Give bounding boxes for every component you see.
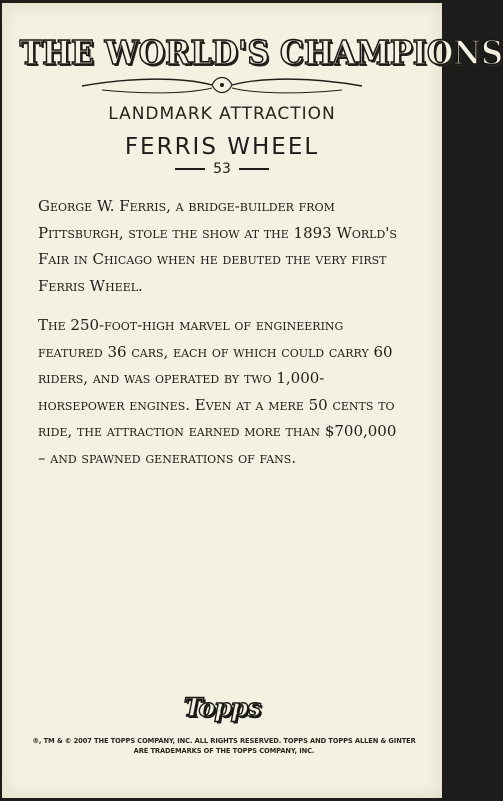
ornamental-flourish-icon [72, 73, 372, 99]
series-title: THE WORLD'S CHAMPIONS [19, 33, 503, 72]
topps-logo: Topps [183, 693, 261, 722]
legal-line: ARE TRADEMARKS OF THE TOPPS COMPANY, INC. [133, 747, 315, 755]
divider-right [239, 168, 269, 170]
legal-line: ®, TM & © 2007 THE TOPPS COMPANY, INC. ALL RIGHTS RESERVED. TOPPS AND TOPPS ALLEN & GINTER [32, 737, 416, 745]
card-number: 53 [213, 161, 231, 177]
legal-notice [24, 736, 424, 756]
trading-card-back [2, 3, 503, 798]
description-paragraph: George W. Ferris, a bridge-builder from Pittsburgh, stole the show at the 1893 World's Fair in Chicago when he debuted the very first Ferris Wheel. [38, 197, 397, 295]
card-description [38, 193, 398, 484]
description-paragraph: The 250-foot-high marvel of engineering featured 36 cars, each of which could carry 60 riders, and was operated by two 1,000-horsepower engines. Even at a mere 50 cents to ride, the attraction earned more than $700,000 – and spawned generations of fans. [38, 316, 397, 467]
divider-left [175, 168, 205, 170]
card-number-row [2, 161, 442, 177]
subject-title: FERRIS WHEEL [124, 134, 320, 160]
category-label: LANDMARK ATTRACTION [108, 104, 336, 124]
